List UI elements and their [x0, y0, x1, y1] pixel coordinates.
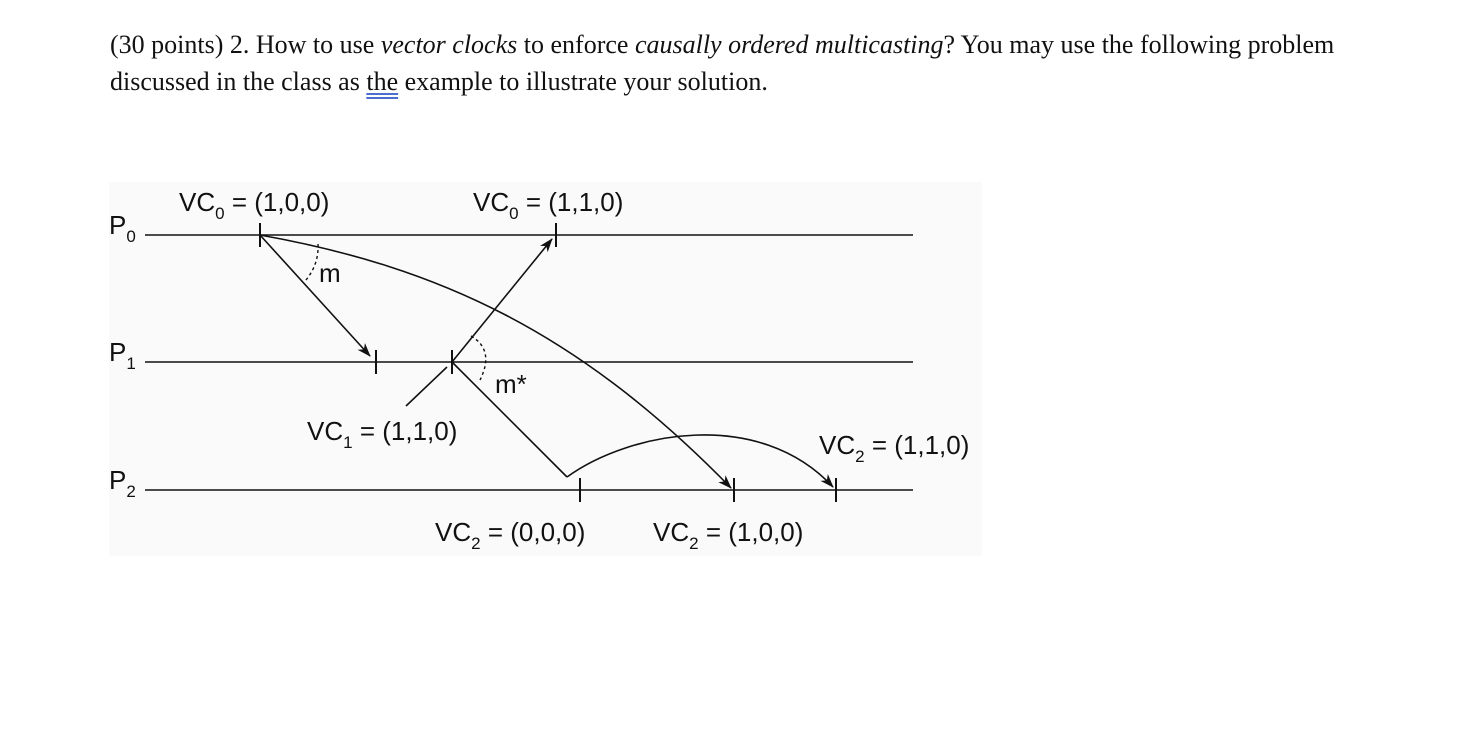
message-mstar-arc: [471, 336, 486, 380]
process-label-p0: $P_0$: [109, 210, 136, 246]
term-causally-ordered-multicasting: causally ordered multicasting: [634, 30, 944, 59]
clock-label-vc0-recv: $VC_0 = (1,1,0)$: [473, 187, 624, 223]
question-after-term: ? You may use the following problem discussed in the class as: [110, 30, 1335, 96]
clock-label-vc2-after-mstar: $VC_2 = (1,1,0)$: [819, 430, 970, 466]
message-mstar-label: m*: [495, 369, 527, 399]
process-label-p2: $P_2$: [109, 465, 136, 501]
question-prefix: (30 points) 2. How to use: [110, 30, 381, 59]
delayed-delivery-mstar: [567, 435, 833, 487]
clock-label-vc0-send: $VC_0 = (1,0,0)$: [179, 187, 330, 223]
clock-label-vc2-after-m: $VC_2 = (1,0,0)$: [653, 517, 804, 553]
message-m-arc: [306, 244, 318, 280]
process-label-p1: $P_1$: [109, 337, 136, 373]
clock-label-vc2-initial: $VC_2 = (0,0,0)$: [435, 517, 586, 553]
question-text: [110, 26, 1350, 100]
vector-clock-diagram: [109, 182, 982, 556]
message-mstar-to-p0: [452, 239, 552, 362]
question-mid: to enforce: [517, 30, 635, 59]
term-vector-clocks: vector clocks: [380, 30, 518, 59]
vc1-pointer-line: [406, 367, 447, 406]
diagram-canvas: [109, 182, 982, 556]
message-m-label: m: [319, 258, 341, 288]
grammar-flagged-word[interactable]: the: [366, 67, 399, 96]
question-suffix: example to illustrate your solution.: [398, 67, 768, 96]
message-m-to-p1: [260, 235, 370, 356]
clock-label-vc1: $VC_1 = (1,1,0)$: [307, 416, 458, 452]
